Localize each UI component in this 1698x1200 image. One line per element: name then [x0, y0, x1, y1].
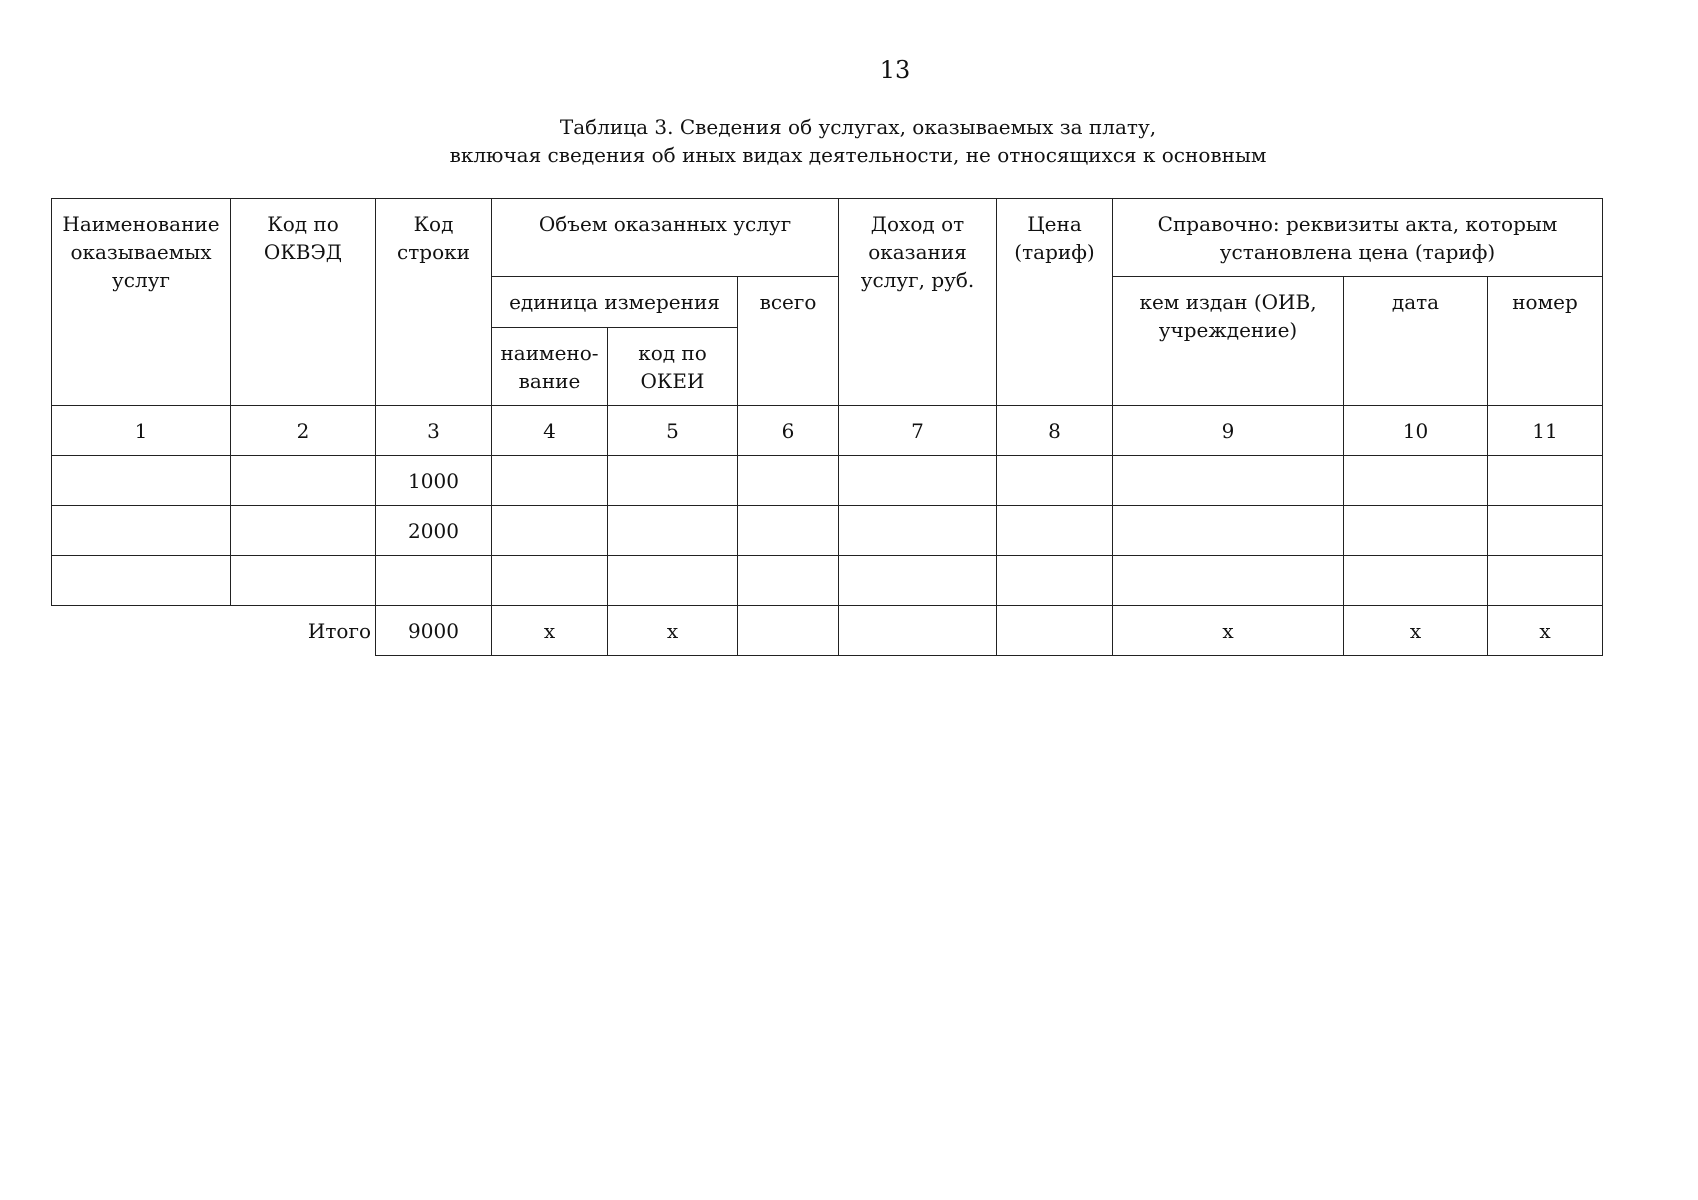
header-reference: Справочно: реквизиты акта, которым установлена цена (тариф): [1113, 199, 1603, 277]
total-row: [52, 606, 1603, 656]
cell-okved[interactable]: [231, 456, 376, 506]
cell-income[interactable]: [839, 556, 997, 606]
total-label: Итого: [52, 606, 376, 656]
cell-issuer[interactable]: [1113, 556, 1344, 606]
cell-total[interactable]: [738, 506, 839, 556]
header-unit-name: наимено-вание: [492, 328, 608, 406]
column-number: 10: [1344, 406, 1488, 456]
column-number: 11: [1488, 406, 1603, 456]
table-row: [52, 556, 1603, 606]
column-number: 7: [839, 406, 997, 456]
header-unit: единица измерения: [492, 277, 738, 328]
services-table: [51, 198, 1603, 656]
table-row: [52, 456, 1603, 506]
cell-number[interactable]: [1488, 506, 1603, 556]
cell-total[interactable]: [738, 556, 839, 606]
column-number: 5: [608, 406, 738, 456]
cell-date[interactable]: [1344, 556, 1488, 606]
total-row-code: 9000: [376, 606, 492, 656]
cell-total[interactable]: [738, 456, 839, 506]
cell-unit-name[interactable]: [492, 456, 608, 506]
cell-okved[interactable]: [231, 506, 376, 556]
header-number: номер: [1488, 277, 1603, 406]
header-total: всего: [738, 277, 839, 406]
total-cell-price[interactable]: [997, 606, 1113, 656]
cell-okei[interactable]: [608, 506, 738, 556]
total-cell-date: x: [1344, 606, 1488, 656]
cell-issuer[interactable]: [1113, 456, 1344, 506]
cell-okei[interactable]: [608, 556, 738, 606]
cell-number[interactable]: [1488, 556, 1603, 606]
cell-price[interactable]: [997, 506, 1113, 556]
cell-service-name[interactable]: [52, 506, 231, 556]
cell-okved[interactable]: [231, 556, 376, 606]
cell-income[interactable]: [839, 456, 997, 506]
cell-income[interactable]: [839, 506, 997, 556]
header-okved-code: Код по ОКВЭД: [231, 199, 376, 406]
header-price: Цена (тариф): [997, 199, 1113, 406]
column-number: 3: [376, 406, 492, 456]
column-number-row: [52, 406, 1603, 456]
cell-service-name[interactable]: [52, 556, 231, 606]
header-service-volume: Объем оказанных услуг: [492, 199, 839, 277]
table-row: [52, 506, 1603, 556]
header-row-1: [52, 199, 1603, 277]
column-number: 6: [738, 406, 839, 456]
column-number: 2: [231, 406, 376, 456]
header-date: дата: [1344, 277, 1488, 406]
column-number: 1: [52, 406, 231, 456]
total-cell-total[interactable]: [738, 606, 839, 656]
cell-price[interactable]: [997, 556, 1113, 606]
cell-number[interactable]: [1488, 456, 1603, 506]
total-cell-unit-name: x: [492, 606, 608, 656]
column-number: 8: [997, 406, 1113, 456]
column-number: 4: [492, 406, 608, 456]
cell-row-code: [376, 556, 492, 606]
total-cell-number: x: [1488, 606, 1603, 656]
cell-date[interactable]: [1344, 456, 1488, 506]
cell-price[interactable]: [997, 456, 1113, 506]
cell-unit-name[interactable]: [492, 506, 608, 556]
total-cell-income[interactable]: [839, 606, 997, 656]
cell-unit-name[interactable]: [492, 556, 608, 606]
cell-okei[interactable]: [608, 456, 738, 506]
cell-date[interactable]: [1344, 506, 1488, 556]
header-row-code: Код строки: [376, 199, 492, 406]
table-title-line-2: включая сведения об иных видах деятельности, не относящихся к основным: [449, 143, 1267, 167]
total-cell-okei: x: [608, 606, 738, 656]
header-issuer: кем издан (ОИВ, учреждение): [1113, 277, 1344, 406]
header-service-name: Наименование оказываемых услуг: [52, 199, 231, 406]
table-title-line-1: Таблица 3. Сведения об услугах, оказываемых за плату,: [559, 115, 1157, 139]
header-income: Доход от оказания услуг, руб.: [839, 199, 997, 406]
cell-service-name[interactable]: [52, 456, 231, 506]
header-okei-code: код по ОКЕИ: [608, 328, 738, 406]
cell-row-code: 2000: [376, 506, 492, 556]
table-title: [0, 113, 1698, 169]
column-number: 9: [1113, 406, 1344, 456]
total-cell-issuer: x: [1113, 606, 1344, 656]
cell-issuer[interactable]: [1113, 506, 1344, 556]
page-number: 13: [879, 56, 911, 84]
cell-row-code: 1000: [376, 456, 492, 506]
